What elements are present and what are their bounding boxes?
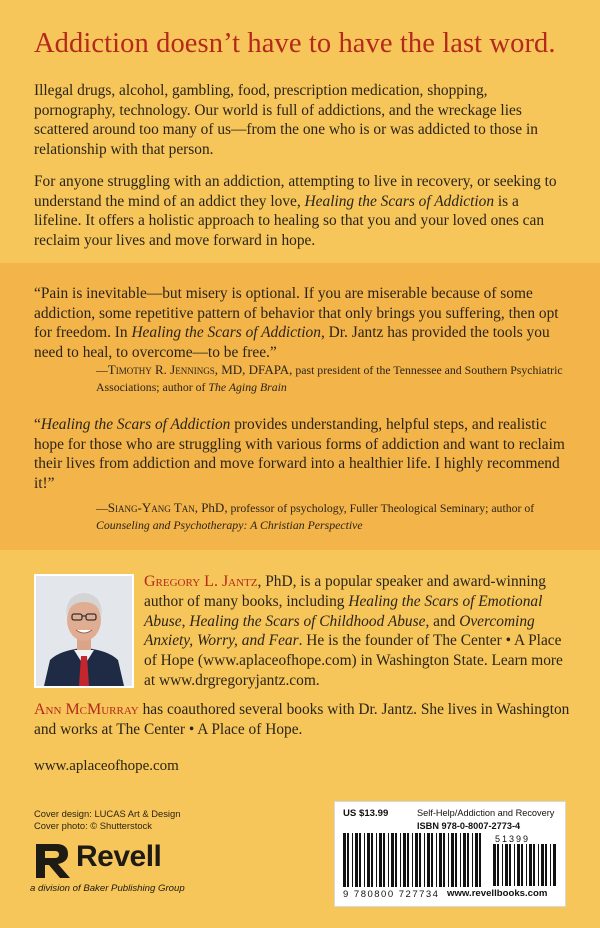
cover-credits [34,808,180,833]
barcode-digits: 9 780800 727734 [343,889,440,900]
dash: — [96,363,108,377]
endorser-credentials: , PhD, [194,500,228,515]
endorser-credentials: , MD, DFAPA, [214,362,293,377]
endorser-role: past president of the Tennessee and Southern Psychiatric Associations; author of [96,363,563,394]
coauthor-bio [34,700,574,740]
category: Self-Help/Addiction and Recovery [417,808,555,818]
cover-design-credit: Cover design: LUCAS Art & Design [34,808,181,819]
bio-text: . He is the founder of The Center • A Place of Hope (www.aplaceofhope.com) in Washington State. Learn more at www.drgregoryjantz.com. [144,632,563,689]
barcode-box [334,801,566,907]
endorser-role: professor of psychology, Fuller Theological Seminary; author of [227,501,535,515]
coauthor-name: Ann McMurray [34,701,139,718]
endorsement-attribution-1 [96,361,572,396]
open-quote: “ [34,416,41,433]
quote-2-text: provides understanding, helpful steps, and realistic hope for those who are struggling with various forms of addiction and want to reclaim their lives from addiction and move forward into a healthier life. I highly recommend it!” [34,416,565,492]
addon-barcode-icon [491,844,557,886]
intro-paragraph-2 [34,172,570,250]
endorsement-quote-1 [34,284,570,362]
endorser-name: Timothy R. Jennings [107,362,215,377]
book-title: Overcoming Anxiety, Worry, and Fear [144,612,535,650]
endorser-name: Siang-Yang Tan [107,500,195,515]
endorsement-quote-2 [34,415,570,493]
quote-1-text: “Pain is inevitable—but misery is optional. If you are miserable because of some addiction, some repetitive pattern of behavior that only brings you suffering, then opt for freedom. In [34,285,559,342]
publisher-name: Revell [76,840,162,873]
cover-photo-credit: Cover photo: © Shutterstock [34,820,152,832]
bio-text: , [181,612,190,630]
book-title: Healing the Scars of Addiction [40,416,231,433]
endorser-book: The Aging Brain [208,380,287,394]
quote-1-text-end: , Dr. Jantz has provided the tools you need to heal, to overcome—to be free.” [34,324,550,361]
endorser-book: Counseling and Psychotherapy: A Christian Perspective [96,518,363,532]
intro-2-text-end: is a lifeline. It offers a holistic approach to healing so that you and your loved ones can reclaim your lives and move forward in hope. [34,192,545,249]
website-link[interactable]: www.aplaceofhope.com [34,758,179,774]
book-title: Healing the Scars of Addiction [131,324,321,342]
addon-number: 51399 [495,834,531,844]
endorsement-attribution-2 [96,499,572,534]
publisher-website: www.revellbooks.com [447,888,548,899]
coauthor-text: has coauthored several books with Dr. Jantz. She lives in Washington and works at The Center • A Place of Hope. [34,701,570,738]
author-name: Gregory L. Jantz [144,573,258,590]
dash: — [96,501,108,515]
book-title: Healing the Scars of Childhood Abuse [189,612,426,630]
intro-paragraph-1: Illegal drugs, alcohol, gambling, food, prescription medication, shopping, pornography, technology. Our world is full of addictions, and the wreckage lies scattered around too many of us—from the one who is or was addicted to those in relationship with that person. [34,82,538,158]
book-title: Healing the Scars of Addiction [304,192,495,210]
publisher-logo [30,840,230,900]
publisher-tagline: a division of Baker Publishing Group [30,883,185,894]
author-bio [144,572,574,691]
book-title: Healing the Scars of Emotional Abuse [144,592,543,630]
bio-text: , and [425,612,460,630]
price: US $13.99 [343,808,389,819]
isbn: ISBN 978-0-8007-2773-4 [417,821,521,831]
bio-text: , PhD, is a popular speaker and award-winning author of many books, including [144,573,546,610]
barcode-icon [341,833,487,887]
author-photo [34,574,134,688]
headline: Addiction doesn’t have to have the last word. [34,28,556,59]
revell-r-icon [32,840,74,880]
intro-2-text: For anyone struggling with an addiction, attempting to live in recovery, or seeking to understand the mind of an addict they love, [34,173,557,210]
